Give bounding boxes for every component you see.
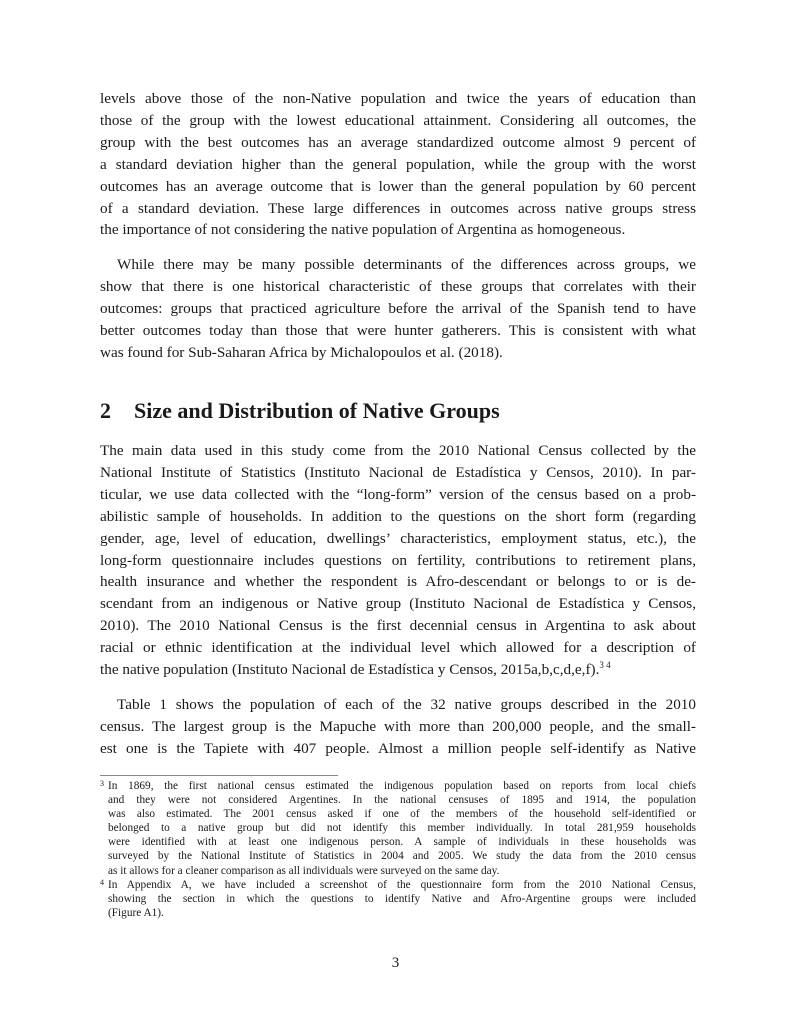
text-line: The main data used in this study come from the 2010 National Census collected by the [100,442,696,459]
text-line: est one is the Tapiete with 407 people. Almost a million people self-identify as Native [100,739,696,757]
footnote-line: was also estimated. The 2001 census asked if one of the members of the household self-identified or [108,808,696,821]
text-line: ticular, we use data collected with the “long-form” version of the census based on a prob- [100,485,696,503]
text-line-content: the native population (Instituto Nacional de Estadística y Censos, 2015a,b,c,d,e,f). [100,661,600,679]
text-line [100,659,696,681]
section-heading [100,398,500,424]
text-line: outcomes has an average outcome that is lower than the general population by 60 percent [100,177,696,195]
footnote-line: as it allows for a cleaner comparison as all individuals were surveyed on the same day. [108,864,500,877]
text-line: the importance of not considering the native population of Argentina as homogeneous. [100,221,626,239]
footnote-line: were identified with at least one indigenous person. A sample of individuals in these households was [108,836,696,849]
text-line: gender, age, level of education, dwellings’ characteristics, employment status, etc.), the [100,529,696,547]
intro-paragraph-1 [100,88,696,241]
footnote-line: belonged to a native group but did not identify this member individually. In total 281,959 households [108,822,696,835]
text-line: racial or ethnic identification at the individual level which allowed for a description of [100,639,696,657]
text-line: While there may be many possible determinants of the differences across groups, we [117,256,696,273]
text-line: long-form questionnaire includes questions on fertility, contributions to retirement plans, [100,551,696,569]
footnote-4 [100,878,696,920]
section-paragraph-2 [100,694,696,760]
text-line: better outcomes today than those that were hunter gatherers. This is consistent with what [100,321,696,339]
footnote-line: showing the section in which the questions to identify Native and Afro-Argentine groups were included [108,892,696,905]
intro-paragraph-2 [100,254,696,364]
section-number: 2 [100,398,111,423]
text-line: levels above those of the non-Native population and twice the years of education than [100,90,696,107]
text-line: 2010). The 2010 National Census is the first decennial census in Argentina to ask about [100,617,696,635]
footnotes [100,779,696,920]
footnote-line: In Appendix A, we have included a screenshot of the questionnaire form from the 2010 National Census, [108,878,696,891]
text-line: health insurance and whether the respondent is Afro-descendant or belongs to or is de- [100,573,696,591]
text-line: was found for Sub-Saharan Africa by Michalopoulos et al. (2018). [100,343,503,361]
text-line: census. The largest group is the Mapuche with more than 200,000 people, and the small- [100,717,696,735]
footnote-reference[interactable]: 3 4 [599,660,611,671]
footnote-line: and they were not considered Argentines. In the national censuses of 1895 and 1914, the population [108,794,696,807]
text-line: group with the best outcomes has an average standardized outcome almost 9 percent of [100,133,696,151]
footnote-line: surveyed by the National Institute of Statistics in 2004 and 2005. We study the data from the 2010 census [108,850,696,863]
footnote-line: In 1869, the first national census estimated the indigenous population based on reports from local chiefs [108,780,696,792]
footnote-mark: 4 [100,877,104,887]
text-line: scendant from an indigenous or Native group (Instituto Nacional de Estadística y Censos, [100,595,696,613]
text-line: National Institute of Statistics (Instituto Nacional de Estadística y Censos, 2010). In par- [100,463,696,481]
text-line: of a standard deviation. These large differences in outcomes across native groups stress [100,199,696,217]
text-line: outcomes: groups that practiced agriculture before the arrival of the Spanish tend to have [100,299,696,317]
footnote-line: (Figure A1). [108,906,164,919]
text-line: show that there is one historical characteristic of these groups that correlates with their [100,277,696,295]
text-line: abilistic sample of households. In addition to the questions on the short form (regarding [100,507,696,525]
text-line: Table 1 shows the population of each of the 32 native groups described in the 2010 [117,696,696,713]
footnote-divider [100,775,338,776]
section-title: Size and Distribution of Native Groups [134,398,500,423]
footnote-3 [100,779,696,878]
page-number: 3 [391,955,400,971]
footnote-mark: 3 [100,779,104,788]
section-paragraph-1 [100,440,696,681]
text-line: those of the group with the lowest educational attainment. Considering all outcomes, the [100,111,696,129]
text-line: a standard deviation higher than the general population, while the group with the worst [100,155,696,173]
